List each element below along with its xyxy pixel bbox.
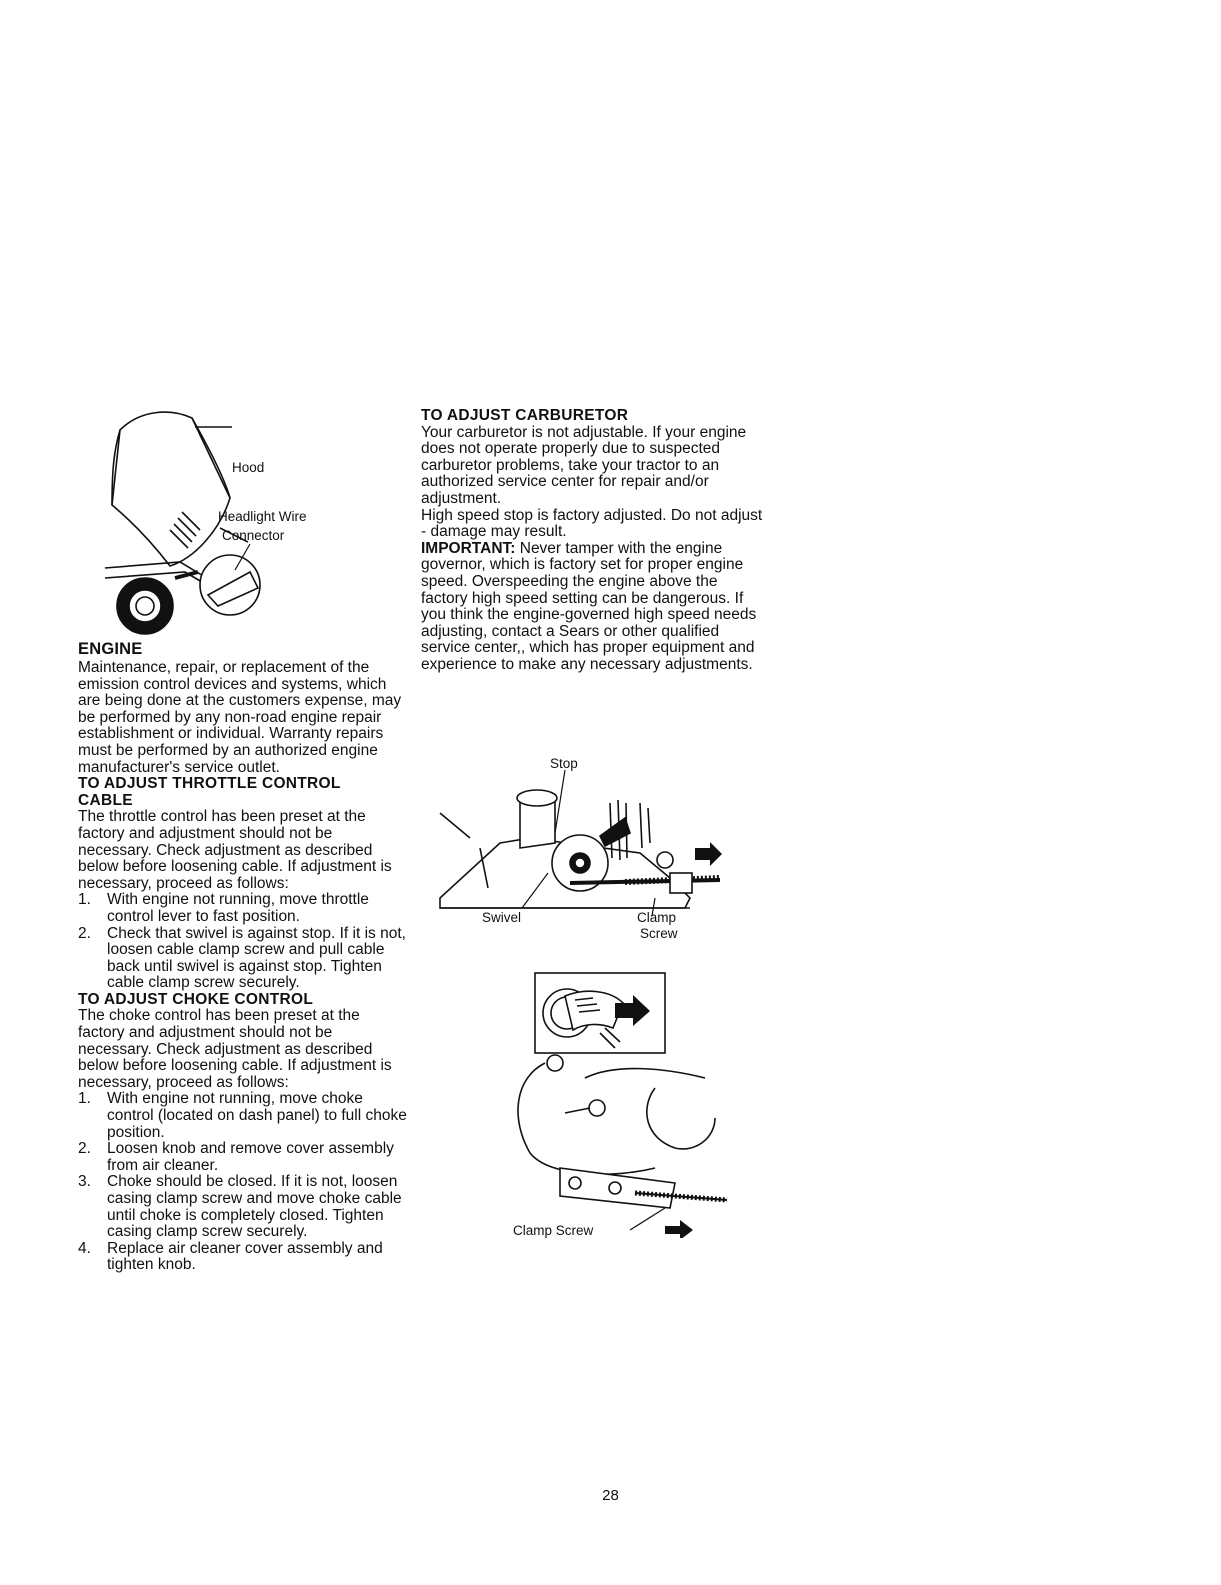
clamp-screw-label: Clamp Screw <box>513 1223 594 1238</box>
step-number: 1. <box>78 1090 91 1108</box>
throttle-intro: The throttle control has been preset at the factory and adjustment should not be necessary. Check adjustment as described below before loosening cable. If adjustment is necessary, proceed as follows: <box>78 808 392 892</box>
swivel-label: Swivel <box>482 910 522 925</box>
step-number: 2. <box>78 924 91 942</box>
carburetor-heading: TO ADJUST CARBURETOR <box>421 407 629 424</box>
throttle-heading-line2: CABLE <box>78 791 133 809</box>
stop-label: Stop <box>550 756 578 771</box>
step-number: 4. <box>78 1239 91 1257</box>
throttle-figure <box>430 748 730 943</box>
high-speed-paragraph: High speed stop is factory adjusted. Do not adjust - damage may result. <box>421 506 763 541</box>
engine-paragraph: Maintenance, repair, or replacement of the emission control devices and systems, which are being done at the customers expense, may be performed by any non-road engine repair establishment or individual. Warranty repairs must be performed by an authorized engine manufacturer's service outlet. <box>78 659 402 776</box>
hood-illustration <box>100 410 340 645</box>
step-number: 3. <box>78 1173 91 1191</box>
throttle-heading-line1: TO ADJUST THROTTLE CONTROL <box>78 775 341 793</box>
step-number: 1. <box>78 891 91 909</box>
clamp-label: Clamp <box>637 910 677 925</box>
list-item <box>78 1091 408 1141</box>
headlight-wire-label: Headlight Wire <box>218 509 307 524</box>
connector-label: Connector <box>222 528 285 543</box>
hood-figure <box>100 410 340 645</box>
throttle-illustration <box>430 748 730 943</box>
step-text: Check that swivel is against stop. If it is not, loosen cable clamp screw and pull cable back until swivel is against stop. Tighten cable clamp screw securely. <box>107 924 406 992</box>
list-item <box>78 926 408 992</box>
left-column <box>78 640 408 1274</box>
step-text: With engine not running, move choke control (located on dash panel) to full choke position. <box>107 1090 407 1141</box>
list-item <box>78 1241 408 1274</box>
important-text: Never tamper with the engine governor, which is factory set for proper engine speed. Overspeeding the engine above the factory high speed setting can be dangerous. If you think the engine-governed high speed needs adjusting, contact a Sears or other qualified service center,, which has proper equipment and experience to make any necessary adjustments. <box>421 539 757 673</box>
choke-heading: TO ADJUST CHOKE CONTROL <box>78 990 314 1008</box>
step-text: With engine not running, move throttle control lever to fast position. <box>107 891 369 925</box>
choke-steps <box>78 1091 408 1274</box>
choke-illustration <box>505 968 730 1238</box>
list-item <box>78 1141 408 1174</box>
page-number: 28 <box>602 1487 619 1504</box>
list-item <box>78 1174 408 1240</box>
important-paragraph <box>421 541 766 674</box>
right-column <box>421 408 766 674</box>
step-number: 2. <box>78 1140 91 1158</box>
step-text: Choke should be closed. If it is not, loosen casing clamp screw and move choke cable until choke is completely closed. Tighten casing clamp screw securely. <box>107 1173 402 1241</box>
list-item <box>78 892 408 925</box>
carburetor-paragraph: Your carburetor is not adjustable. If your engine does not operate properly due to suspected carburetor problems, take your tractor to an authorized service center for repair and/or adjustment. <box>421 423 747 507</box>
engine-heading: ENGINE <box>78 640 143 658</box>
important-label: IMPORTANT: <box>421 539 516 557</box>
throttle-steps <box>78 892 408 992</box>
screw-label: Screw <box>640 926 678 941</box>
step-text: Replace air cleaner cover assembly and tighten knob. <box>107 1239 383 1274</box>
step-text: Loosen knob and remove cover assembly from air cleaner. <box>107 1140 394 1174</box>
choke-figure <box>505 968 730 1238</box>
choke-intro: The choke control has been preset at the factory and adjustment should not be necessary. Check adjustment as described below before loosening cable. If adjustment is necessary, proceed as follows: <box>78 1007 392 1091</box>
hood-label: Hood <box>232 460 265 475</box>
